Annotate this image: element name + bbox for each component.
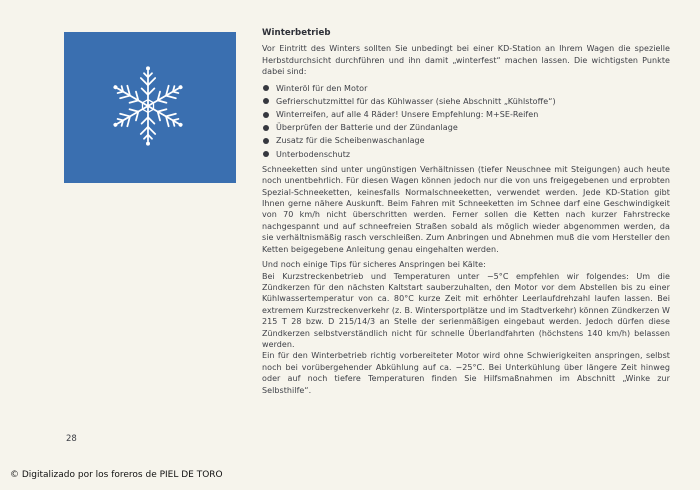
snowflake-icon xyxy=(108,66,188,146)
list-item xyxy=(262,121,670,134)
bullet-icon xyxy=(263,125,269,131)
page-number: 28 xyxy=(66,434,77,444)
winter-section xyxy=(262,28,670,396)
bullet-icon xyxy=(263,112,269,118)
bullet-icon xyxy=(263,98,269,104)
scan-credit: © Digitalizado por los foreros de PIEL DE TORO xyxy=(10,470,223,480)
list-item-text: Unterbodenschutz xyxy=(276,149,351,159)
list-item-text: Winterreifen, auf alle 4 Räder! Unsere Empfehlung: M+SE-Reifen xyxy=(276,110,539,120)
engine-start-paragraph: Ein für den Winterbetrieb richtig vorbereiteter Motor wird ohne Schwierigkeiten anspringen, selbst noch bei vorübergehender Abkühlung auf ca. −25°C. Bei Unterkühlung über längere Zeit hinweg oder auf noch tiefere Temperaturen finden Sie Hilfsmaßnahmen im Abschnitt „Winke zur Selbsthilfe“. xyxy=(262,351,670,395)
list-item-text: Gefrierschutzmittel für das Kühlwasser (siehe Abschnitt „Kühlstoffe“) xyxy=(276,96,556,106)
bullet-icon xyxy=(263,138,269,144)
list-item xyxy=(262,134,670,147)
intro-paragraph: Vor Eintritt des Winters sollten Sie unbedingt bei einer KD-Station an Ihrem Wagen die spezielle Herbstdurchsicht durchführen und ihn damit „winterfest“ machen lassen. Die wichtigsten Punkte dabei sind: xyxy=(262,44,670,77)
list-item-text: Winteröl für den Motor xyxy=(276,83,368,93)
list-item xyxy=(262,148,670,161)
checklist xyxy=(262,82,670,161)
list-item xyxy=(262,82,670,95)
section-title: Winterbetrieb xyxy=(262,28,331,38)
list-item-text: Überprüfen der Batterie und der Zündanlage xyxy=(276,123,458,133)
list-item xyxy=(262,95,670,108)
snowflake-illustration xyxy=(64,32,236,183)
snow-chains-paragraph: Schneeketten sind unter ungünstigen Verhältnissen (tiefer Neuschnee mit Steigungen) auch heute noch unentbehrlich. Für diesen Wagen können jedoch nur die von uns freigegebenen und erprobten Spezial-Schneeketten, keinesfalls Normalschneeketten, verwendet werden. Jede KD-Station gibt Ihnen gerne nähere Auskunft. Beim Fahren mit Schneeketten im Schnee darf eine Geschwindigkeit von 70 km/h nicht überschritten werden. Ferner sollen die Ketten nach kurzer Fahrstrecke nachgespannt und auf schneefreien Straßen sobald als möglich wieder abgenommen werden, da sie verhältnismäßig rasch verschleißen. Zum Anbringen und Abnehmen muß die vom Hersteller den Ketten beigegebene Anleitung genau eingehalten werden. xyxy=(262,164,670,254)
bullet-icon xyxy=(263,151,269,157)
bullet-icon xyxy=(263,85,269,91)
short-trip-paragraph: Bei Kurzstreckenbetrieb und Temperaturen unter −5°C empfehlen wir folgendes: Um die Zündkerzen für den nächsten Kaltstart sauberzuhalten, den Motor vor dem Abstellen bis zu einer Kühlwassertemperatur von ca. 80°C kurze Zeit mit erhöhter Leerlaufdrehzahl laufen lassen. Bei extremem Kurzstreckenverkehr (z. B. Wintersportplätze und im Stadtverkehr) können Zündkerzen W 215 T 28 bzw. D 215/14/3 an Stelle der serienmäßigen eingebaut werden. Jedoch dürfen diese Zündkerzen selbstverständlich nicht für schnelle Überlandfahrten (höchstens 140 km/h) belassen werden. xyxy=(262,271,670,349)
tips-intro: Und noch einige Tips für sicheres Anspringen bei Kälte: xyxy=(262,260,486,270)
list-item-text: Zusatz für die Scheibenwaschanlage xyxy=(276,136,425,146)
list-item xyxy=(262,108,670,121)
